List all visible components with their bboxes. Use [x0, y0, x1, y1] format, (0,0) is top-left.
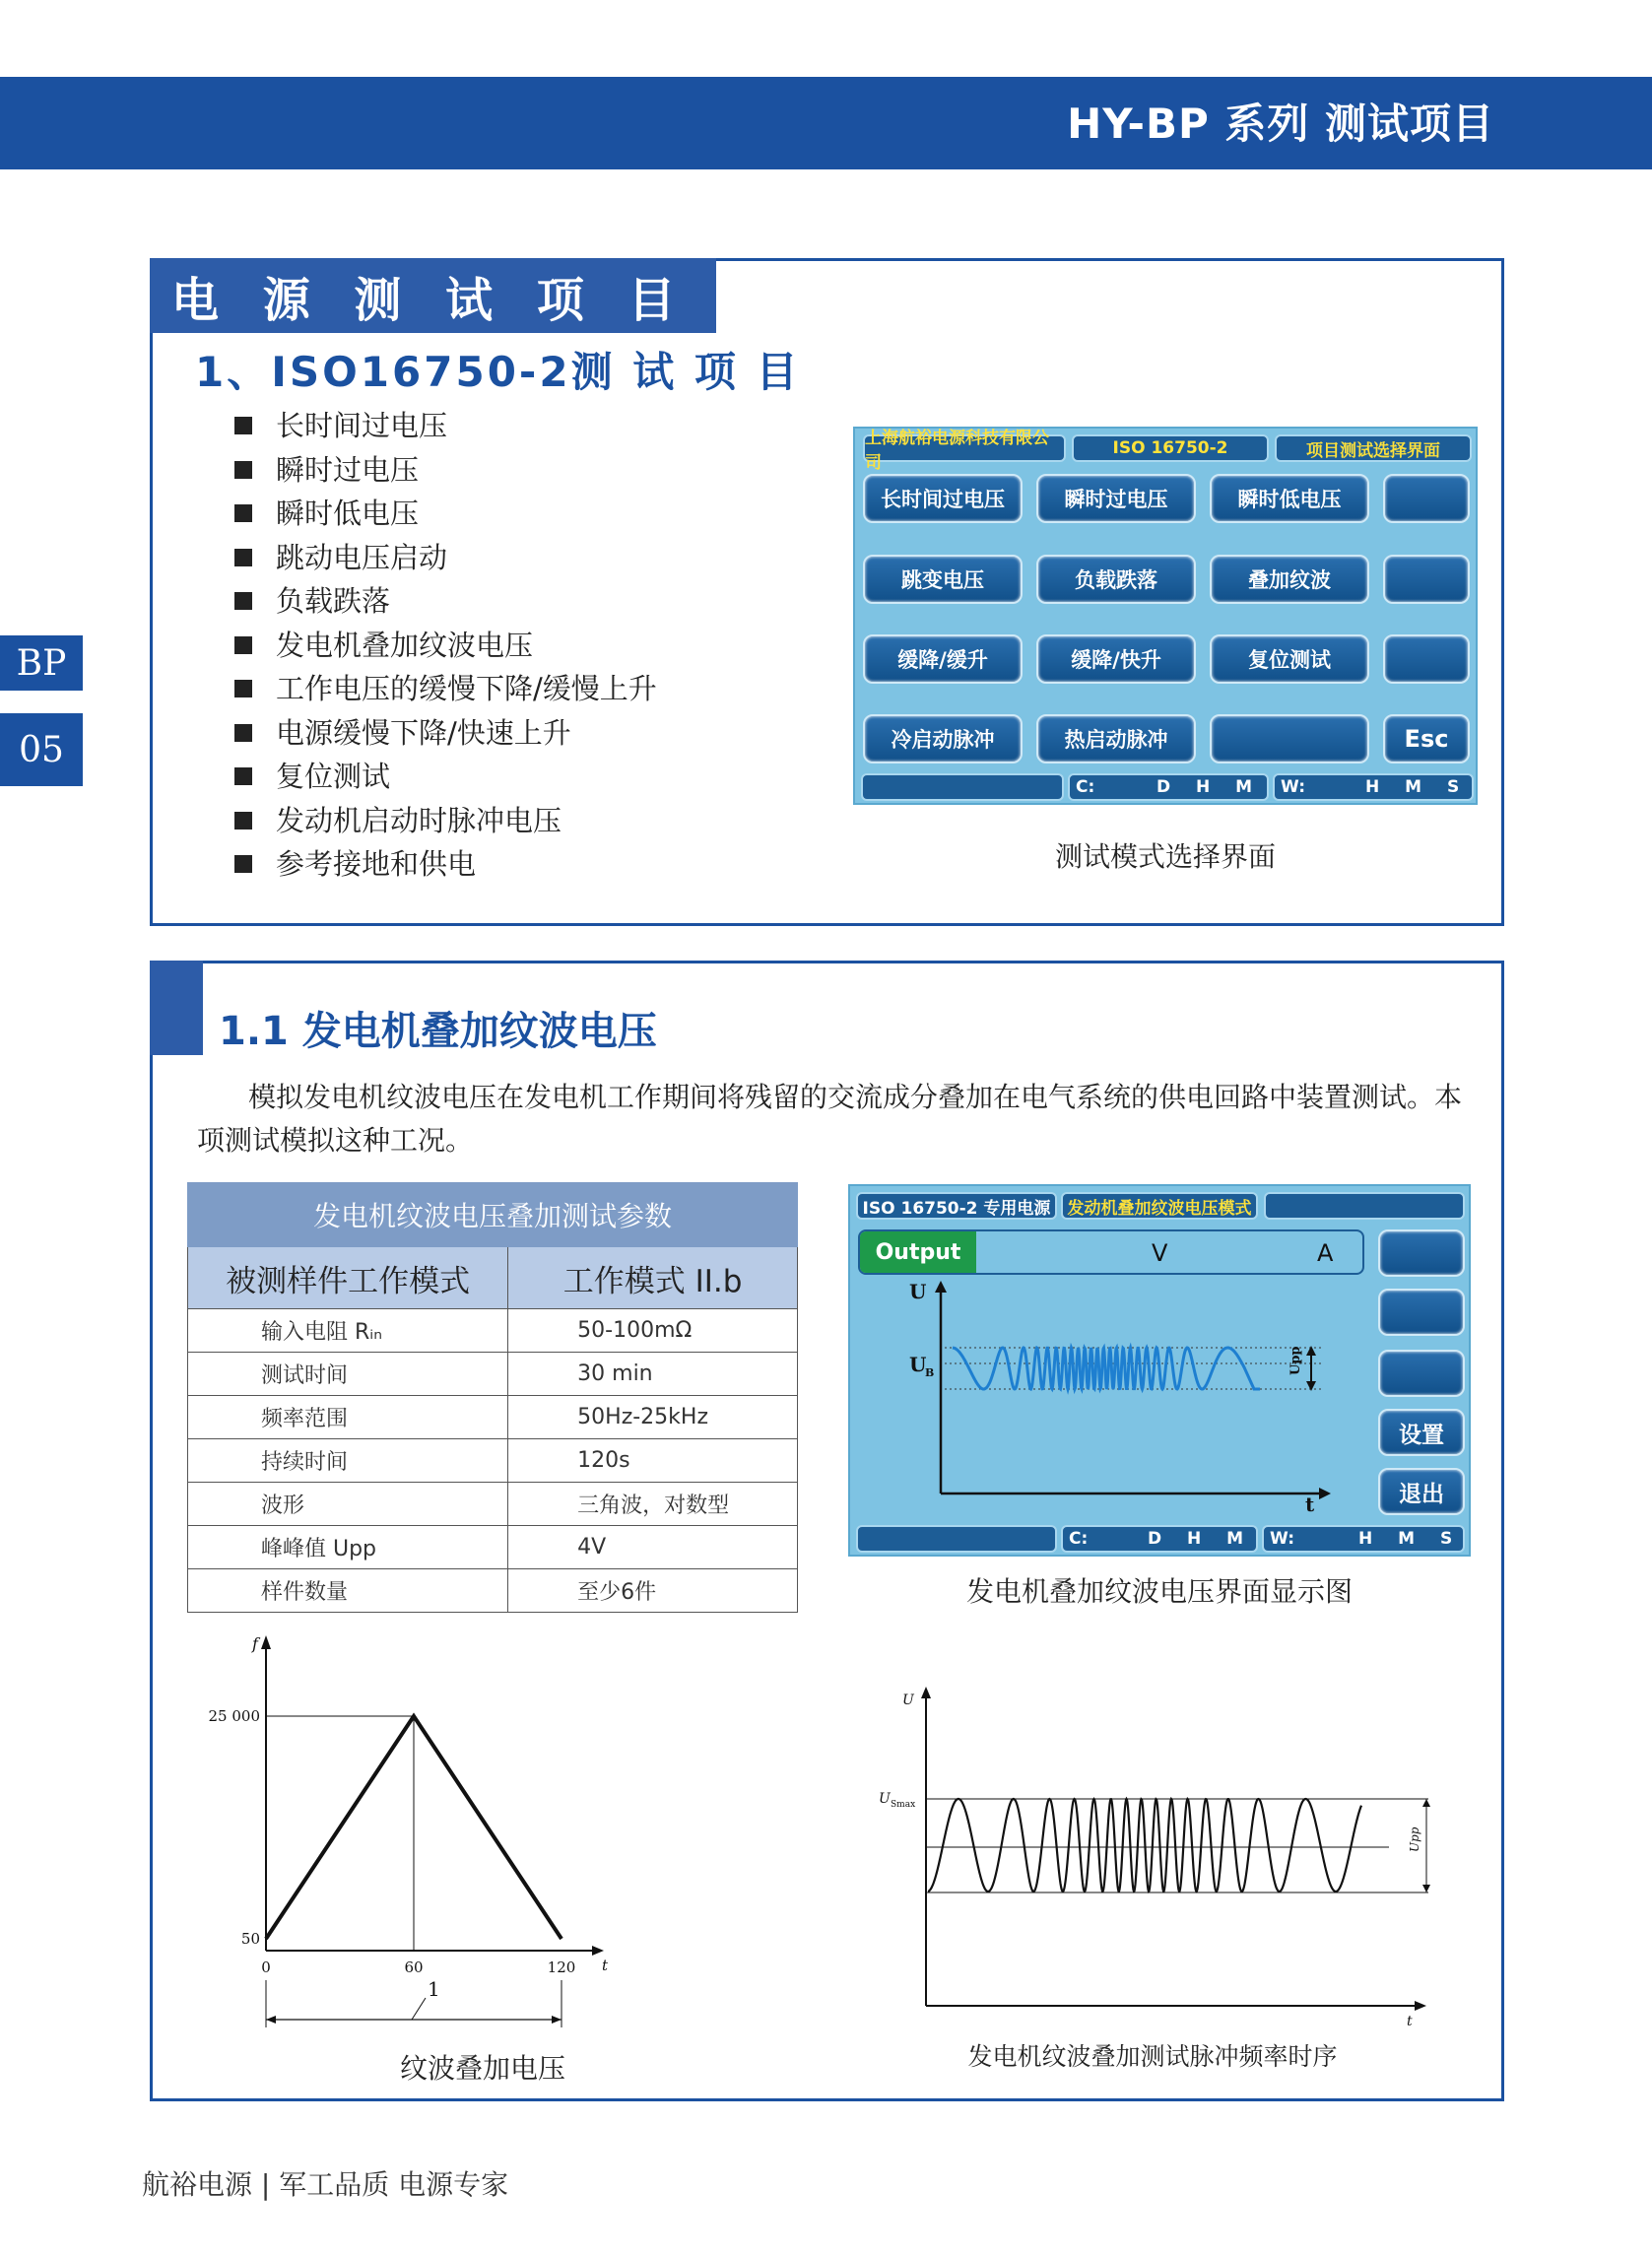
btn-transient-undervoltage[interactable]: 瞬时低电压	[1210, 474, 1369, 523]
blank-field	[1264, 1192, 1465, 1220]
list-item: 跳动电压启动	[234, 536, 657, 580]
axis-t-label: t	[1407, 2014, 1413, 2029]
list-item: 瞬时低电压	[234, 492, 657, 536]
btn-blank[interactable]	[1383, 634, 1470, 684]
mode-field: 项目测试选择界面	[1275, 434, 1472, 462]
current-unit: A	[1317, 1239, 1334, 1267]
table-row: 频率范围 50Hz-25kHz	[188, 1396, 798, 1439]
btn-cold-start-pulse[interactable]: 冷启动脉冲	[863, 714, 1023, 763]
list-item: 参考接地和供电	[234, 842, 657, 887]
btn-slow-down-up[interactable]: 缓降/缓升	[863, 634, 1023, 684]
btn-warm-start-pulse[interactable]: 热启动脉冲	[1036, 714, 1196, 763]
table-row: 样件数量 至少6件	[188, 1569, 798, 1613]
table-row: 持续时间 120s	[188, 1439, 798, 1483]
annotation-label: 1	[428, 1977, 440, 2001]
status-timer: W: H M S	[1262, 1525, 1465, 1553]
status-left	[861, 773, 1064, 801]
y-axis-label: f	[252, 1634, 258, 1653]
status-counter: C: D H M	[1061, 1525, 1258, 1553]
axis-usmax-sub: Smax	[891, 1800, 916, 1810]
ripple-waveform-display	[850, 1277, 1372, 1513]
wave-chart-caption: 发电机纹波叠加测试脉冲频率时序	[967, 2042, 1338, 2071]
table-row: 测试时间 30 min	[188, 1353, 798, 1396]
dimension-arrow-left	[266, 2016, 276, 2024]
list-item: 发电机叠加纹波电压	[234, 624, 657, 668]
ripple-mode-screen	[848, 1184, 1471, 1557]
timing-wave-line	[928, 1799, 1361, 1892]
btn-transient-overvoltage[interactable]: 瞬时过电压	[1036, 474, 1196, 523]
axis-t-label: t	[1305, 1493, 1315, 1513]
test-item-list	[234, 404, 657, 887]
standard-field: ISO 16750-2 专用电源	[856, 1192, 1057, 1220]
output-bar	[858, 1229, 1364, 1275]
axis-ub-label: U	[909, 1353, 927, 1376]
table-header-cell: 工作模式 II.b	[508, 1247, 798, 1309]
section1-subtitle: 1、ISO16750-2测 试 项 目	[195, 348, 801, 396]
exit-button[interactable]: 退出	[1378, 1468, 1465, 1515]
y-axis-arrow	[261, 1635, 271, 1649]
axis-usmax-label: U	[879, 1791, 891, 1807]
btn-step-voltage[interactable]: 跳变电压	[863, 555, 1023, 604]
section2-accent	[150, 961, 203, 1055]
list-item: 长时间过电压	[234, 404, 657, 448]
screen2-caption: 发电机叠加纹波电压界面显示图	[965, 1575, 1353, 1608]
axis-u-label: U	[902, 1693, 914, 1708]
list-item: 工作电压的缓慢下降/缓慢上升	[234, 667, 657, 711]
side-button-blank[interactable]	[1378, 1289, 1465, 1336]
table-caption: 发电机纹波电压叠加测试参数	[188, 1183, 798, 1247]
annotation-leader	[412, 1998, 426, 2020]
side-button-blank[interactable]	[1378, 1350, 1465, 1397]
section1-title: 电 源 测 试 项 目	[150, 258, 716, 333]
mode-field: 发动机叠加纹波电压模式	[1061, 1192, 1258, 1220]
x-axis-arrow	[592, 1946, 604, 1956]
list-item: 瞬时过电压	[234, 448, 657, 493]
params-table	[187, 1182, 798, 1613]
footer-text: 航裕电源 | 军工品质 电源专家	[142, 2168, 509, 2201]
table-row: 输入电阻 Rᵢₙ 50-100mΩ	[188, 1309, 798, 1353]
settings-button[interactable]: 设置	[1378, 1409, 1465, 1456]
btn-blank[interactable]	[1383, 474, 1470, 523]
status-left	[856, 1525, 1057, 1553]
x-tick-label: 60	[404, 1958, 424, 1976]
freq-chart-caption: 纹波叠加电压	[399, 2052, 565, 2085]
table-row: 波形 三角波，对数型	[188, 1483, 798, 1526]
page-number: 05	[0, 713, 83, 786]
x-axis-label: t	[602, 1957, 609, 1974]
voltage-unit: V	[1152, 1239, 1168, 1267]
section2-title: 1.1 发电机叠加纹波电压	[219, 1009, 657, 1054]
output-label[interactable]: Output	[860, 1231, 976, 1273]
axis-ub-sub: B	[925, 1366, 935, 1379]
side-button-blank[interactable]	[1378, 1229, 1465, 1277]
btn-load-dump[interactable]: 负载跌落	[1036, 555, 1196, 604]
btn-slow-down-fast-up[interactable]: 缓降/快升	[1036, 634, 1196, 684]
y-tick-label: 25 000	[208, 1707, 260, 1725]
screen1-caption: 测试模式选择界面	[1054, 840, 1276, 873]
series-tab: BP	[0, 635, 83, 691]
ripple-wave-line	[953, 1348, 1260, 1389]
table-row: 峰峰值 Upp 4V	[188, 1526, 798, 1569]
page-title: HY-BP 系列 测试项目	[1067, 100, 1494, 148]
y-tick-label: 50	[240, 1930, 260, 1948]
frequency-sweep-chart	[197, 1626, 768, 2039]
standard-field: ISO 16750-2	[1072, 434, 1269, 462]
ripple-timing-chart	[867, 1675, 1438, 2029]
list-item: 负载跌落	[234, 579, 657, 624]
list-item: 电源缓慢下降/快速上升	[234, 711, 657, 756]
btn-reset-test[interactable]: 复位测试	[1210, 634, 1369, 684]
status-counter: C: D H M	[1068, 773, 1269, 801]
x-tick-label: 0	[261, 1958, 271, 1976]
btn-blank[interactable]	[1210, 714, 1369, 763]
btn-long-overvoltage[interactable]: 长时间过电压	[863, 474, 1023, 523]
upp-label: Upp	[1289, 1346, 1303, 1375]
x-tick-label: 120	[547, 1958, 576, 1976]
upp-label: Upp	[1408, 1826, 1421, 1852]
dimension-arrow-right	[552, 2016, 562, 2024]
test-mode-select-screen	[853, 427, 1478, 805]
table-header-cell: 被测样件工作模式	[188, 1247, 508, 1309]
btn-blank[interactable]	[1383, 555, 1470, 604]
company-field: 上海航裕电源科技有限公司	[863, 434, 1066, 462]
list-item: 复位测试	[234, 755, 657, 799]
status-timer: W: H M S	[1273, 773, 1474, 801]
section2-paragraph: 模拟发电机纹波电压在发电机工作期间将残留的交流成分叠加在电气系统的供电回路中装置测试。本项测试模拟这种工况。	[197, 1081, 1463, 1157]
axis-u-label: U	[909, 1280, 927, 1303]
btn-ripple[interactable]: 叠加纹波	[1210, 555, 1369, 604]
esc-button[interactable]: Esc	[1383, 714, 1470, 763]
list-item: 发动机启动时脉冲电压	[234, 799, 657, 843]
